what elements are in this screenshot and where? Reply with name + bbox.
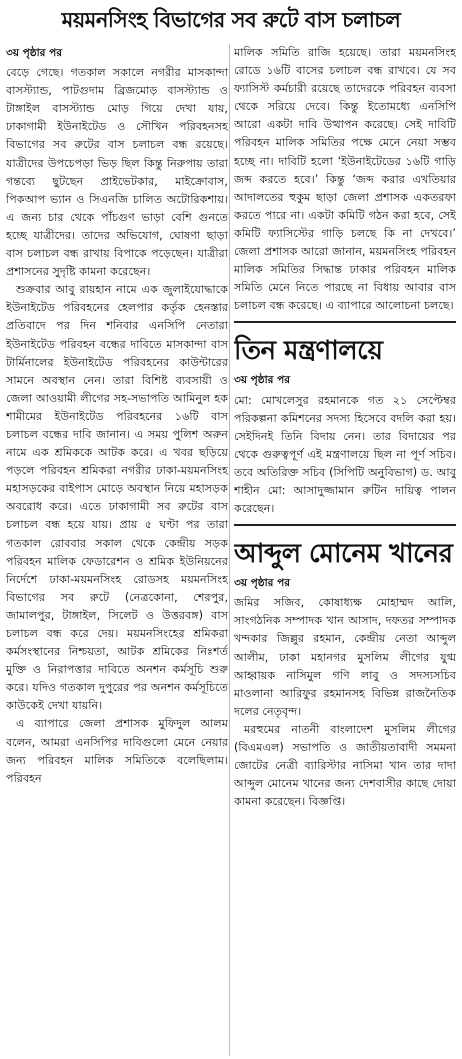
body-paragraph: মরহুমের নাতনী বাংলাদেশ মুসলিম লীগের (বিএমএল) সভাপতি ও জাতীয়তাবাদী সমমনা জোটের নেত্রী ব্যারিস্টার নাসিমা খান তার দাদা আব্দুল মোনেম খানের জন্য দেশবাসীর কাছে দোয়া কামনা করেছেন। বিজ্ঞপ্তি। <box>234 722 456 809</box>
main-headline: ময়মনসিংহ বিভাগের সব রুটে বাস চলাচল <box>61 8 401 32</box>
continuation-note: ৩য় পৃষ্ঠার পর <box>234 577 291 590</box>
body-paragraph: জমির সজিব, কোষাধ্যক্ষ মোহাম্মদ আলি, সাংগঠনিক সম্পাদক খান আসাদ, দফতর সম্পাদক খন্দকার জিল্লুর রহমান, কেন্দ্রীয় নেতা আব্দুল আলীম, ঢাকা মহানগর মুসলিম লীগের যুগ্ম আহ্বায়ক নাসিমুল গণি লাবু ও সদস্যসচিব মাওলানা আরিফুর রহমানসহ বিভিন্ন রাজনৈতিক দলের নেতৃবৃন্দ। <box>234 596 456 718</box>
story-headline: তিন মন্ত্রণালয়ে <box>234 336 383 367</box>
continuation-note: ৩য় পৃষ্ঠার পর <box>6 47 63 59</box>
story-headline: আব্দুল মোনেম খানের <box>234 539 453 570</box>
right-column <box>234 44 456 1056</box>
continuation-note: ৩য় পৃষ্ঠার পর <box>234 374 291 387</box>
body-paragraph: শুক্রবার আবু রায়হান নামে এক জুলাইযোদ্ধাকে ইউনাইটেড পরিবহনের হেলপার কর্তৃক হেনস্তার প্রতিবাদে পর দিন শনিবার এনসিপি নেতারা ইউনাইটেড পরিবহন বন্ধের দাবিতে মাসকান্দা বাস টার্মিনালের ইউনাইটেড পরিবহনের কাউন্টারের সামনে অবস্থান নেন। তারা বিশিষ্ট ব্যবসায়ী ও জেলা আওয়ামী লীগের সহ-সভাপতি আমিনুল হক শামীমের ইউনাইটেড পরিবহনের ১৬টি বাস চলাচল বন্ধের দাবি জানান। এ সময় পুলিশ অরুন নামে এক শ্রমিককে আটক করে। এ খবর ছড়িয়ে পড়লে পরিবহন শ্রমিকরা নগরীর ঢাকা-ময়মনসিংহ মহাসড়কের বাইপাস মোড়ে অবস্থান নিয়ে মহাসড়ক অবরোধ করে। এতে ঢাকাগামী সব রুটের বাস চলাচল বন্ধ হয়ে যায়। প্রায় ৫ ঘণ্টা পর তারা গতকাল রোববার সকাল থেকে কেন্দ্রীয় সড়ক পরিবহন মালিক ফেডারেশন ও শ্রমিক ইউনিয়নের নির্দেশে ঢাকা-ময়মনসিংহ রোডসহ ময়মনসিংহ বিভাগের সব রুটে (নেত্রকোনা, শেরপুর, জামালপুর, টাঙ্গাইল, সিলেট ও উত্তরবঙ্গ) বাস চলাচল বন্ধ করে দেয়। ময়মনসিংহের শ্রমিকরা কর্মসংস্থানের নিশ্চয়তা, আটক শ্রমিকের নিঃশর্ত মুক্তি ও নিরাপত্তার দাবিতে অনশন কর্মসূচি শুরু করে। যদিও গতকাল দুপুরের পর অনশন কর্মসূচিতে কাউকেই দেখা যায়নি। <box>6 283 228 713</box>
body-paragraph: মালিক সমিতি রাজি হয়েছে। তারা ময়মনসিংহ রোডে ১৬টি বাসের চলাচল বন্ধ রাখবে। যে সব ফ্যাসিস্ট কর্মচারী রয়েছে তাদেরকে পরিবহন ব্যবসা থেকে সরিয়ে দেবে। কিন্তু ইতোমধ্যে এনসিপি আরো একটা দাবি উত্থাপন করেছে। সেই দাবিটি পরিবহন মালিক সমিতির পক্ষে মেনে নেয়া সম্ভব হচ্ছে না। দাবিটি হলো ‘ইউনাইটেডের ১৬টি গাড়ি জব্দ করতে হবে।’ কিন্তু ‘জব্দ করার এখতিয়ার আদালতের হুকুম ছাড়া জেলা প্রশাসক একতরফা করতে পারে না। একটা কমিটি গঠন করা হবে, সেই কমিটি ফ্যাসিস্টের গাড়ি চলছে কি না দেখবে।’ জেলা প্রশাসক আরো জানান, ময়মনসিংহ পরিবহন মালিক সমিতির সিদ্ধান্ত ঢাকার পরিবহন মালিক সমিতি মেনে নিতে পারছে না বিধায় আবার বাস চলাচল বন্ধ করেছে। এ ব্যাপারে আলোচনা চলছে। <box>234 46 456 313</box>
section-rule <box>234 524 456 526</box>
left-column <box>6 44 228 1056</box>
body-paragraph: এ ব্যাপারে জেলা প্রশাসক মুফিদুল আলম বলেন, আমরা এনসিপির দাবিগুলো মেনে নেয়ার জন্য পরিবহন মালিক সমিতিকে বলেছিলাম। পরিবহন <box>6 717 228 785</box>
section-rule <box>234 321 456 323</box>
column-divider <box>229 44 230 1056</box>
body-paragraph: বেড়ে গেছে। গতকাল সকালে নগরীর মাসকান্দা বাসস্ট্যান্ড, পাটগুদাম ব্রিজমোড় বাসস্ট্যান্ড ও টাঙ্গাইল বাসস্ট্যান্ড মোড় গিয়ে দেখা যায়, ঢাকাগামী ইউনাইটেড ও সৌখিন পরিবহনসহ বিভাগের সব রুটের বাস চলাচল বন্ধ রয়েছে। যাত্রীদের উপচেপড়া ভিড় ছিল কিন্তু নিরুপায় তারা গন্তব্যে ছুটছেন প্রাইভেটকার, মাইক্রোবাস, পিকআপ ভ্যান ও সিএনজি চালিত অটোরিকশায়। এ জন্য চার থেকে পাঁচগুণ ভাড়া বেশি গুনতে হচ্ছে যাত্রীদের। তাদের অভিযোগ, ঘোষণা ছাড়া বাস চলাচল বন্ধ রাখায় বিপাকে পড়েছেন। যাত্রীরা প্রশাসনের সুদৃষ্টি কামনা করেছেন। <box>6 66 228 279</box>
body-paragraph: মো: মোখলেসুর রহমানকে গত ২১ সেপ্টেম্বর পরিকল্পনা কমিশনের সদস্য হিসেবে বদলি করা হয়। সেইদিনই তিনি বিদায় নেন। তার বিদায়ের পর থেকে গুরুত্বপূর্ণ এই মন্ত্রণালয়ে ছিল না পূর্ণ সচিব। তবে অতিরিক্ত সচিব (সিপিটি অনুবিভাগ) ড. আবু শাহীন মো: আসাদুজ্জামান রুটিন দায়িত্ব পালন করেছেন। <box>234 393 456 516</box>
